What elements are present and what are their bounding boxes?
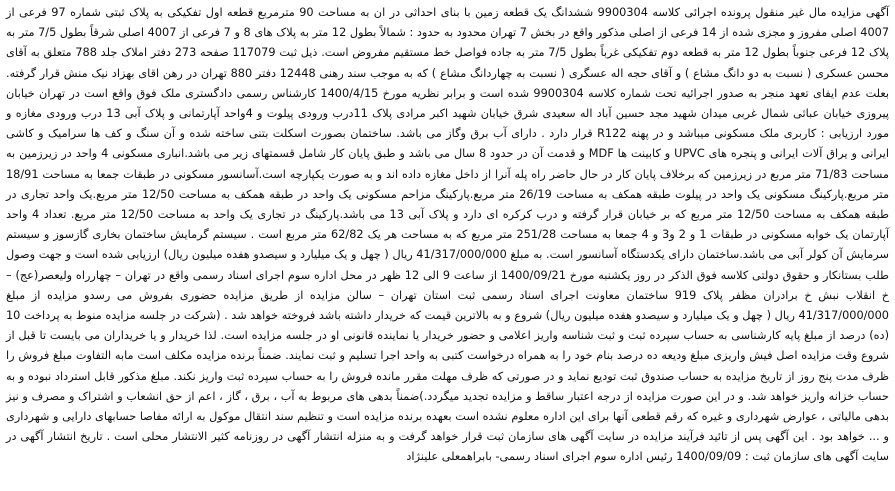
notice-body-text: آگهی مزایده مال غیر منقول پرونده اجرائی کلاسه 9900304 ششدانگ یک قطعه زمین با بنای احداثی در ان به مساحت 90 مترمربع قطعه اول تفکیکی به پلاک ثبتی شماره 97 فرعی از 4007 اصلی مفروز و مجزی شده از 14 فرعی از اصلی مذکور واقع در بخش 7 تهران محدود به حدود : شمالاً بطول 12 متر به پلاک های 8 و 7 فرعی از 4007 اصلی شرقاً بطول 7/5 متر به پلاک 12 فرعی جنوباً بطول 12 متر به قطعه دوم تفکیکی غرباً بطول 7/5 متر به جاده فواصل خط مستقیم مفروض است. ذیل ثبت 117079 صفحه 273 دفتر املاک جلد 788 متعلق به آقای محسن عسکری ( نسبت به دو دانگ مشاع ) و آقای حجه اله عسگری ( نسبت به چهاردانگ مشاع ) که به موجب سند رهنی 12448 دفتر 880 تهران در رهن اقای بهزاد نیک منش قرار گرفته. بعلت عدم ایفای تعهد منجر به صدور اجرائیه تحت شماره کلاسه 9900304 شده است و برابر نظریه مورخ 1400/4/15 کارشناس رسمی دادگستری ملک فوق واقع است در تهران خیابان پیروزی خیابان عباثی شمال غربی میدان شهید مجد حسین آباد اله سعیدی شرق خیابان شهید اکبر مرادی پلاک 11درب ورودی پیلوت و 4واحد آپارتمانی و پلاک آبی 13 درب ورودی مغازه و مورد ارزیابی : کاربری ملک مسکونی میباشد و در پهنه R122 قرار دارد . دارای آب برق وگاز می باشد. ساختمان بصورت اسکلت بتنی ساخته شده و آن سنگ و کف ها سرامیک و کاشی ایرانی و یراق آلات ایرانی و پنجره های UPVC و کابینت ها MDF و قدمت آن در حدود 8 سال می باشد و طبق پایان کار شامل قسمتهای زیر می باشد.انباری مسکونی 4 واحد در زیرزمین به مساحت 71/83 متر مربع در زیرزمین که برخلاف پایان کار در حال حاضر راه پله آنرا از داخل مغازه داده اند و به صورت یکپارچه است.آسانسور مسکونی در طبقات جمعا به مساحت 18/91 متر مربع.پارکینگ مسکونی یک واحد در پیلوت طبقه همکف به مساحت 26/19 متر مربع.پارکینگ مزاحم مسکونی یک واحد در طبقه همکف به مساحت 12/50 متر مربع.یک واحد تجاری در طبقه همکف به مساحت 12/50 متر مربع که بر خیابان قرار گرفته و درب کرکره ای دارد و پلاک آبی 13 می باشد.پارکینگ در تجاری یک واحد به مساحت 12/50 متر مربع. تعداد 4 واحد آپارتمان یک خوابه مسکونی در طبقات 1 و 2 و3 و 4 جمعا به مساحت 251/28 متر مربع که به مساحت هر یک 62/82 متر مربع است . سیستم گرمایش ساختمان بخاری گازسوز و سیستم سرمایش آن کولر آبی می باشد.ساختمان دارای یکدستگاه آسانسور است. به مبلغ 41/317/000/000 ریال ( چهل و یک میلیارد و سیصدو هفده میلیون ریال) ارزیابی شده است و جهت وصول طلب بستانکار و حقوق دولتی کلاسه فوق الذکر در روز یکشنبه مورخ 1400/09/21 از ساعت 9 الی 12 ظهر در محل اداره سوم اجرای اسناد رسمی واقع در تهران – چهارراه ولیعصر(عج) –خ انقلاب نبش خ برادران مظفر پلاک 919 ساختمان معاونت اجرای اسناد رسمی ثبت استان تهران – سالن مزایده از طریق مزایده حضوری بفروش می رسدو مزایده از مبلغ 41/317/000/000 ریال ( چهل و یک میلیارد و سیصدو هفده میلیون ریال) شروع و به بالاترین قیمت که خریدار داشته باشد فروخته خواهد شد . (شرکت در جلسه مزایده منوط به پرداخت 10 (ده) درصد از مبلغ پایه کارشناسی به حساب سپرده ثبت و ثبت شناسه واریز اعلامی و حضور خریدار یا نماینده قانونی او در جلسه مزایده است. لذا خریدار و یا خریداران می بایست تا قبل از شروع وقت مزایده اصل فیش واریزی مبلغ ودیعه ده درصد بنام خود را به همراه درخواست کتبی به واحد اجرا تسلیم و ثبت نمایند. ضمناً برنده مزایده مکلف است مابه التفاوت مبلغ فروش را ظرف مدت پنج روز از تاریخ مزایده به حساب صندوق ثبت تودیع نماید و در صورتی که ظرف مهلت مقرر مانده فروش را به حساب سپرده ثبت واریز نکند. مبلغ مذکور قابل استرداد نبوده و به حساب خزانه واریز خواهد شد. و در این صورت مزایده از درجه اعتبار ساقط و مزایده تجدید میگردد.)ضمناً بدهی های مربوط به آب ، برق ، گاز ، اعم از حق انشعاب و اشتراک و مصرف و نیز بدهی مالیاتی ، عوارض شهرداری و غیره که رقم قطعی آنها برای این اداره معلوم نشده است بعهده برنده مزایده است و تنظیم سند انتقال موکول به ارائه مفاصا حسابهای دارایی و شهرداری و ... خواهد بود . این آگهی پس از تائید فرآیند مزایده در سایت آگهی های سازمان ثبت قرار خواهد گرفت و به منزله انتشار آگهی در روزنامه کثیر الانتشار محلی است . تاریخ انتشار آگهی در سایت آگهی های سازمان ثبت : 1400/09/09 رئیس اداره سوم اجرای اسناد رسمی- بابراهمعلی علینژاد [6, 6, 890, 464]
